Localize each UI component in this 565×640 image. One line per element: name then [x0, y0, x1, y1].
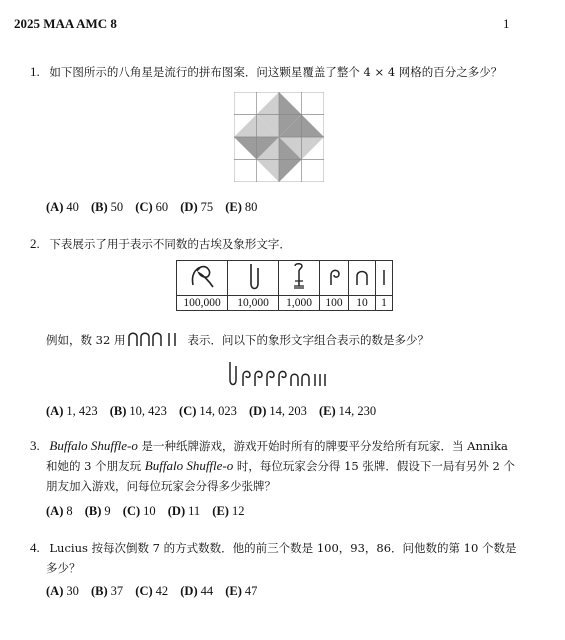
- choice-a[interactable]: (A) 1, 423: [46, 404, 98, 418]
- answer-choices: [46, 584, 266, 599]
- hieroglyph-table: [176, 260, 393, 311]
- choice-c[interactable]: (C) 14, 023: [179, 404, 237, 418]
- glyph-value: 1: [376, 296, 393, 311]
- choice-d[interactable]: (D) 75: [180, 200, 214, 214]
- question-text: 是一种纸牌游戏，游戏开始时所有的牌要平分发给所有玩家．当 Annika: [137, 439, 508, 453]
- question-text: 时，每位玩家会分得 15 张牌．假设下一局有另外 2 个: [233, 459, 515, 473]
- choice-c[interactable]: (C) 60: [135, 200, 169, 214]
- question-number: 3.: [30, 438, 40, 453]
- question-text: Lucius 按每次倒数 7 的方式数数．他的前三个数是 100，93，86．问他数的第 10 个数是: [49, 541, 517, 555]
- glyph-value: 100: [320, 296, 349, 311]
- choice-d[interactable]: (D) 11: [167, 504, 201, 518]
- choice-a[interactable]: (A) 40: [46, 200, 79, 214]
- choice-a[interactable]: (A) 8: [46, 504, 73, 518]
- choice-b[interactable]: (B) 10, 423: [109, 404, 167, 418]
- question-number: 4.: [30, 540, 40, 555]
- choice-c[interactable]: (C) 42: [135, 584, 169, 598]
- heel-bone-glyph-icon: [349, 261, 376, 296]
- glyph-value: 10,000: [228, 296, 279, 311]
- question-1: [30, 62, 502, 82]
- answer-choices: [46, 404, 385, 419]
- question-text: 和她的 3 个朋友玩: [46, 459, 145, 473]
- choice-e[interactable]: (E) 12: [212, 504, 245, 518]
- eight-point-star-figure: [234, 92, 324, 182]
- choice-e[interactable]: (E) 14, 230: [319, 404, 377, 418]
- question-text: 多少？: [46, 561, 81, 575]
- answer-choices: [46, 504, 253, 519]
- game-name: Buffalo Shuffle-o: [49, 438, 138, 453]
- choice-d[interactable]: (D) 44: [180, 584, 214, 598]
- choice-a[interactable]: (A) 30: [46, 584, 79, 598]
- lotus-glyph-icon: [279, 261, 320, 296]
- hieroglyph-combination-icon: [226, 360, 336, 388]
- choice-d[interactable]: (D) 14, 203: [249, 404, 307, 418]
- question-text: 如下图所示的八角星是流行的拼布图案．问这颗星覆盖了整个 4 × 4 网格的百分之多少？: [49, 65, 503, 79]
- example-text-before: 例如，数 32 用: [46, 333, 126, 347]
- choice-c[interactable]: (C) 10: [122, 504, 156, 518]
- question-2: [30, 234, 291, 254]
- question-number: 1.: [30, 64, 40, 79]
- question-text: 下表展示了用于表示不同数的古埃及象形文字．: [49, 237, 291, 251]
- coil-glyph-icon: [320, 261, 349, 296]
- example-text-after: 表示．问以下的象形文字组合表示的数是多少？: [187, 333, 429, 347]
- example-line: [46, 330, 429, 350]
- choice-b[interactable]: (B) 37: [90, 584, 124, 598]
- choice-b[interactable]: (B) 50: [90, 200, 124, 214]
- tadpole-glyph-icon: [177, 261, 228, 296]
- question-3: [30, 436, 550, 496]
- finger-glyph-icon: [228, 261, 279, 296]
- choice-e[interactable]: (E) 80: [225, 200, 258, 214]
- choice-b[interactable]: (B) 9: [84, 504, 111, 518]
- glyph-value: 100,000: [177, 296, 228, 311]
- glyph-value: 10: [349, 296, 376, 311]
- page-number: 1: [503, 16, 510, 31]
- choice-e[interactable]: (E) 47: [225, 584, 258, 598]
- question-text: 朋友加入游戏，问每位玩家会分得多少张牌？: [46, 479, 276, 493]
- answer-choices: [46, 200, 266, 215]
- game-name: Buffalo Shuffle-o: [144, 458, 234, 473]
- question-4: [30, 538, 550, 578]
- exam-title: 2025 MAA AMC 8: [14, 16, 117, 31]
- stroke-glyph-icon: [376, 261, 393, 296]
- question-number: 2.: [30, 236, 40, 251]
- hieroglyph-32-icon: [125, 333, 187, 347]
- glyph-value: 1,000: [279, 296, 320, 311]
